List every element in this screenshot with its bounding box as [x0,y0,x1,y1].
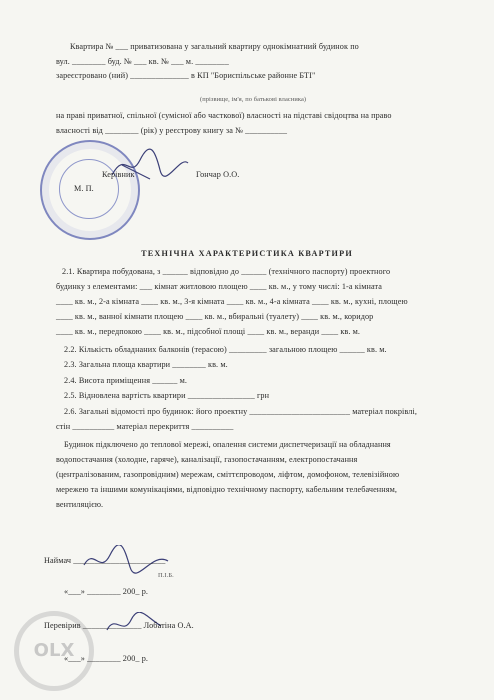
item-connections-line-4: мережею та іншими комунікаціями, відповідно технічному паспорту, кабельним телебаченням, [56,485,398,494]
owner-line: Наймач ______________________ [44,556,166,565]
owner-date: «___» ________ 200_ р. [64,587,149,596]
header-line-2: вул. ________ буд. № ___ кв. № ___ м. ________ [56,57,229,66]
item-2-1-line-1: 2.1. Квартира побудована, з ______ відповідно до ______ (технічного паспорту) проектного [62,267,391,276]
item-2-3: 2.3. Загальна площа квартири ________ кв. м. [64,360,228,369]
header-line-4: на праві приватної, спільної (сумісної або часткової) власності на підставі свідоцтва на право [56,111,392,120]
header-line-3-caption: (прізвище, ім'я, по батькові власника) [200,96,307,103]
item-2-1-line-4: ____ кв. м., ванної кімнати площею ____ кв. м., вбиральні (туалету) ____ кв. м., коридор [56,312,374,321]
stamp-mp-label: М. П. [74,184,94,193]
document-title: ТЕХНІЧНА ХАРАКТЕРИСТИКА КВАРТИРИ [141,249,353,258]
item-connections-line-3: (централізованим, газопровідним) мережам, сміттєпроводом, ліфтом, домофоном, телевізійною [56,470,400,479]
item-2-6-line-2: стін __________ матеріал перекриття __________ [56,422,234,431]
item-2-4: 2.4. Висота приміщення ______ м. [64,376,188,385]
owner-caption: П.І.Б. [158,572,174,579]
item-connections-line-5: вентиляцією. [56,500,104,509]
item-connections-line-2: водопостачання (холодне, гаряче), каналізації, газопостачанням, електропостачання [56,455,358,464]
item-2-1-line-3: ____ кв. м., 2-а кімната ____ кв. м., 3-я кімната ____ кв. м., 4-а кімната ____ кв. м., кухні, площею [56,297,408,306]
header-line-1: Квартира № ___ приватизована у загальний квартиру однокімнатний будинок по [70,42,359,51]
header-line-3: зареєстровано (ний) ______________ в КП "Бориспільське районне БТІ" [56,71,316,80]
item-2-1-line-5: ____ кв. м., передпокою ____ кв. м., підсобної площі ____ кв. м., веранди ____ кв. м. [56,327,361,336]
checker-date: «___» ________ 200_ р. [64,654,149,663]
header-line-5: власності від ________ (рік) у реєстрову книгу за № __________ [56,126,288,135]
item-2-1-line-2: будинку з елементами: ___ кімнат житловою площею ____ кв. м., у тому числі: 1-а кімната [56,282,383,291]
olx-watermark: OLX [14,611,94,691]
item-connections-line-1: Будинок підключено до теплової мережі, опалення системи диспетчеризації на обладнання [64,440,391,449]
registrar-name: Гончар О.О. [196,170,240,179]
item-2-6-line-1: 2.6. Загальні відомості про будинок: його проектну ________________________ матеріал покрівлі, [64,407,417,416]
registrar-label: Керівник [102,170,135,179]
checker-line: Перевірив ______________ Лобатіна О.А. [44,621,194,630]
item-2-2: 2.2. Кількість обладнаних балконів (терасою) _________ загальною площею ______ кв. м. [64,345,387,354]
item-2-5: 2.5. Відновлена вартість квартири ________________ грн [64,391,270,400]
